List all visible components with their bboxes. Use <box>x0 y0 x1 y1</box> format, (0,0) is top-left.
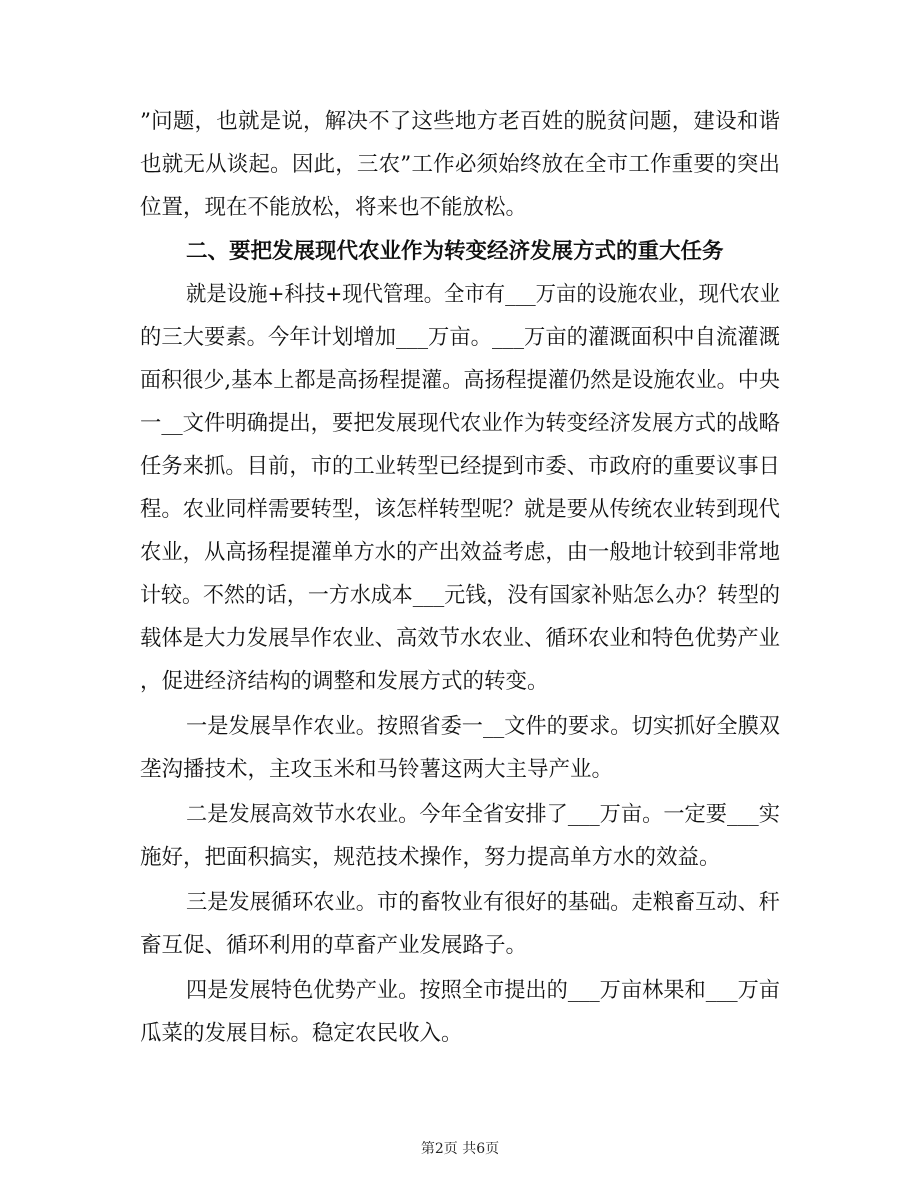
paragraph-line: 就是设施+科技+现代管理。全市有___万亩的设施农业，现代农业 <box>186 282 780 307</box>
paragraph-line: 计较。不然的话，一方水成本___元钱，没有国家补贴怎么办？转型的 <box>140 583 781 608</box>
paragraph-line: 位置，现在不能放松，将来也不能放松。 <box>140 195 528 220</box>
paragraph-line: 也就无从谈起。因此，三农”工作必须始终放在全市工作重要的突出 <box>140 152 781 177</box>
paragraph-line: 瓜菜的发展目标。稳定农民收入。 <box>140 1021 463 1046</box>
paragraph-line: 面积很少,基本上都是高扬程提灌。高扬程提灌仍然是设施农业。中央 <box>140 368 780 393</box>
paragraph-line: 的三大要素。今年计划增加___万亩。___万亩的灌溉面积中自流灌溉 <box>140 325 780 350</box>
paragraph-line: 一是发展旱作农业。按照省委一__文件的要求。切实抓好全膜双 <box>186 714 781 739</box>
paragraph-line: 垄沟播技术，主攻玉米和马铃薯这两大主导产业。 <box>140 757 614 782</box>
paragraph-line: 农业，从高扬程提灌单方水的产出效益考虑，由一般地计较到非常地 <box>140 540 780 565</box>
paragraph-line: 施好，把面积搞实，规范技术操作，努力提高单方水的效益。 <box>140 845 721 870</box>
paragraph-line: 畜互促、循环利用的草畜产业发展路子。 <box>140 933 528 958</box>
paragraph-line: 四是发展特色优势产业。按照全市提出的___万亩林果和___万亩 <box>186 978 781 1003</box>
paragraph-line: 载体是大力发展旱作农业、高效节水农业、循环农业和特色优势产业 <box>140 626 780 651</box>
paragraph-line: ”问题，也就是说，解决不了这些地方老百姓的脱贫问题，建设和谐 <box>140 109 781 134</box>
paragraph-line: ，促进经济结构的调整和发展方式的转变。 <box>140 669 549 694</box>
paragraph-line: 一__文件明确提出，要把发展现代农业作为转变经济发展方式的战略 <box>140 411 780 436</box>
page-footer: 第2页 共6页 <box>420 1141 500 1157</box>
paragraph-line: 二是发展高效节水农业。今年全省安排了___万亩。一定要___实 <box>186 802 781 827</box>
section-heading-line: 二、要把发展现代农业作为转变经济发展方式的重大任务 <box>186 239 724 264</box>
paragraph-line: 三是发展循环农业。市的畜牧业有很好的基础。走粮畜互动、秆 <box>186 890 781 915</box>
paragraph-line: 任务来抓。目前，市的工业转型已经提到市委、市政府的重要议事日 <box>140 454 780 479</box>
paragraph-line: 程。农业同样需要转型，该怎样转型呢？就是要从传统农业转到现代 <box>140 497 780 522</box>
